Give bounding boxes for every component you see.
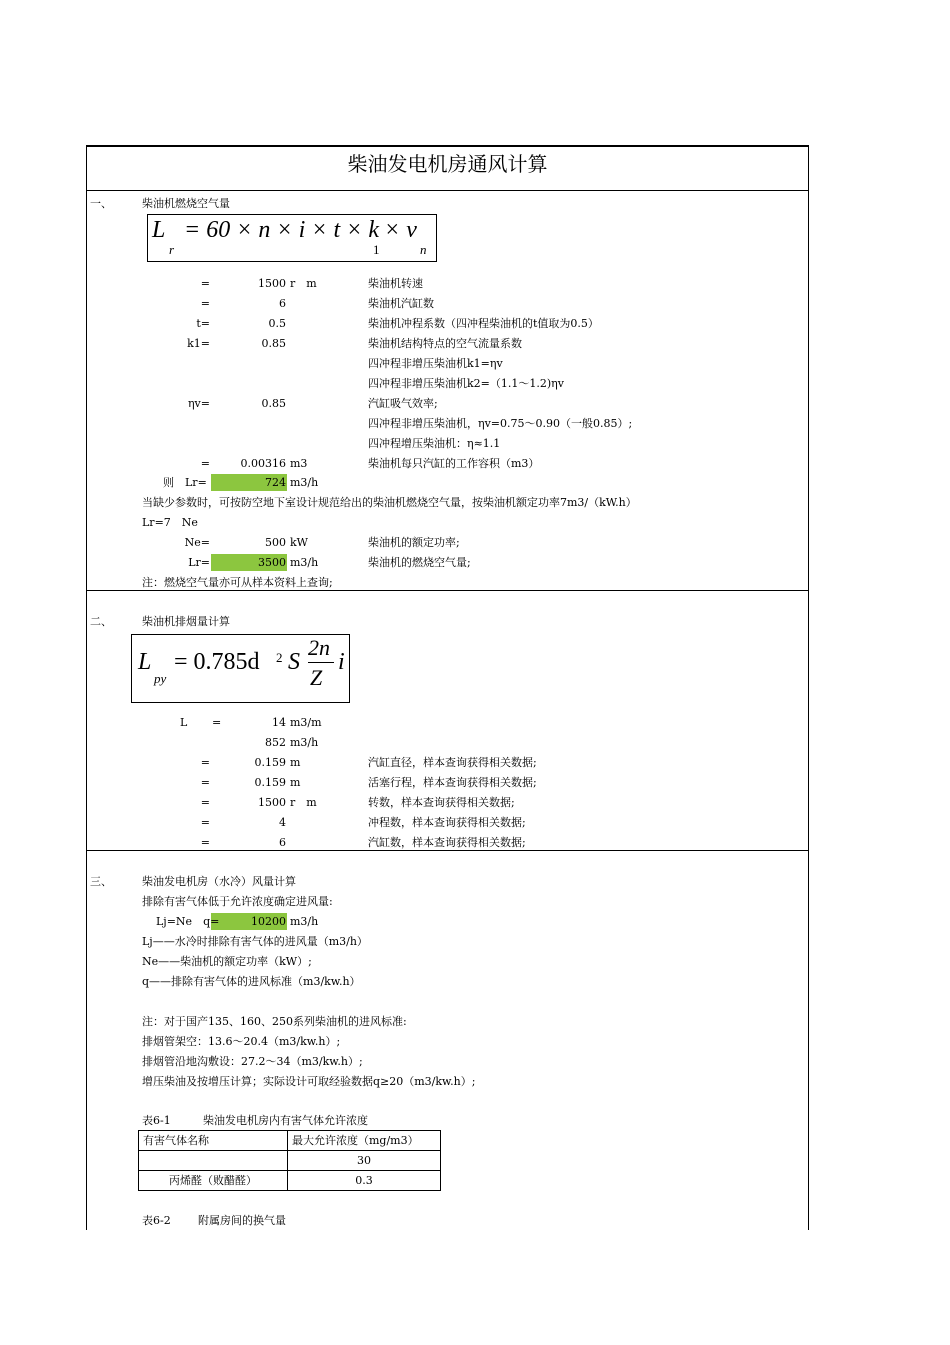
lj-label: Lj=Ne q= [156,915,220,928]
param-symbol: = [200,457,210,470]
param-description: 冲程数，样本查询获得相关数据; [368,816,526,829]
section-2-number: 二、 [90,615,112,628]
table-cell: 0.3 [288,1171,441,1191]
table-6-2-title: 附属房间的换气量 [198,1214,286,1227]
param-description: 汽缸吸气效率; [368,397,438,410]
param-symbol: = [200,816,210,829]
table-row [139,1171,441,1191]
param-description: 柴油机每只汽缸的工作容积（m3） [368,457,540,470]
l-eq: = [212,716,222,729]
formula-subscript-n: n [420,242,427,257]
definition-q: q——排除有害气体的进风标准（m3/kw.h） [142,975,361,988]
divider-title [86,190,809,191]
section-2-heading: 柴油机排烟量计算 [142,615,230,628]
table-6-1-number: 表6-1 [142,1114,171,1127]
divider-section-2 [86,850,809,851]
frame-left-border [86,145,87,1230]
param-symbol: = [200,297,210,310]
table-cell [139,1151,288,1171]
ne-label: Ne= [184,536,210,549]
param-unit: m3 [290,457,308,470]
formula-exhaust [131,634,350,703]
formula-numerator: 2n [308,635,330,660]
table-cell: 30 [288,1151,441,1171]
param-value: 0.159 [254,776,286,789]
table-header-cell: 有害气体名称 [139,1131,288,1151]
note-line-4: 增压柴油及按增压计算；实际设计可取经验数据q≥20（m3/kw.h）; [142,1075,476,1088]
formula-subscript-r: r [169,242,175,257]
param-unit: r m [290,796,317,809]
lr2-label: Lr= [188,556,210,569]
param-description: 柴油机冲程系数（四冲程柴油机的t值取为0.5） [368,317,599,330]
param-symbol: = [200,776,210,789]
formula-i: i [338,649,345,675]
l2-value: 852 [265,736,286,749]
table-header-row [139,1131,441,1151]
note-missing-params: 当缺少参数时，可按防空地下室设计规范给出的柴油机燃烧空气量，按柴油机额定功率7m3/（kW.h） [142,496,637,509]
param-description: 四冲程增压柴油机：η≈1.1 [368,437,501,450]
table-6-1-title: 柴油发电机房内有害气体允许浓度 [203,1114,368,1127]
formula-S: S [288,649,300,675]
table-6-2-number: 表6-2 [142,1214,171,1227]
param-symbol: = [200,796,210,809]
frame-top-border [86,145,809,147]
param-description: 转数，样本查询获得相关数据; [368,796,515,809]
param-value: 0.5 [268,317,286,330]
param-value: 0.159 [254,756,286,769]
l-label: L [180,716,188,729]
param-description: 四冲程非增压柴油机k2=（1.1～1.2)ηv [368,377,564,390]
formula-expression: = 60 × n × i × t × k [184,217,379,243]
param-symbol: = [200,836,210,849]
table-cell: 丙烯醛（败醋醛） [139,1171,288,1191]
ne-unit: kW [290,536,308,549]
lj-value: 10200 [251,915,286,928]
l2-unit: m3/h [290,736,319,749]
lr2-value: 3500 [258,556,286,569]
param-value: 4 [279,816,286,829]
param-description: 柴油机结构特点的空气流量系数 [368,337,522,350]
l-value: 14 [272,716,286,729]
param-unit: r m [290,277,317,290]
formula-denominator: Z [310,665,323,690]
formula-tail: × v [384,217,417,243]
lr-formula: Lr=7 Ne [142,516,198,529]
lr-value: 724 [265,476,286,489]
param-value: 1500 [258,277,286,290]
formula-combustion-air [147,214,437,262]
param-unit: m [290,756,301,769]
formula-subscript-1: 1 [373,242,380,257]
param-description: 汽缸直径，样本查询获得相关数据; [368,756,537,769]
l-unit: m3/m [290,716,322,729]
param-value: 0.85 [261,337,286,350]
ne-value: 500 [265,536,286,549]
param-description: 柴油机转速 [368,277,423,290]
divider-section-1 [86,590,809,591]
lr-label: 则 Lr= [163,476,207,489]
param-value: 0.00316 [240,457,286,470]
section-3-number: 三、 [90,875,112,888]
definition-ne: Ne——柴油机的额定功率（kW）; [142,955,312,968]
param-value: 1500 [258,796,286,809]
param-description: 活塞行程，样本查询获得相关数据; [368,776,537,789]
param-value: 6 [279,836,286,849]
note-line-2: 排烟管架空：13.6～20.4（m3/kw.h）; [142,1035,341,1048]
section-3-heading: 柴油发电机房（水冷）风量计算 [142,875,296,888]
section-1-number: 一、 [90,197,112,210]
section-1-heading: 柴油机燃烧空气量 [142,197,230,210]
lr2-unit: m3/h [290,556,319,569]
param-description: 汽缸数，样本查询获得相关数据; [368,836,526,849]
lr2-desc: 柴油机的燃烧空气量; [368,556,471,569]
page-title: 柴油发电机房通风计算 [347,152,548,176]
formula-square: 2 [276,650,283,665]
formula-L: L [152,217,166,243]
param-description: 四冲程非增压柴油机k1=ηv [368,357,503,370]
ne-desc: 柴油机的额定功率; [368,536,460,549]
param-value: 6 [279,297,286,310]
formula-expression: = 0.785d [174,649,260,675]
formula-subscript-py: py [154,671,167,686]
frame-right-border [808,145,809,1230]
param-symbol: ηv= [187,397,210,410]
section-1-note: 注：燃烧空气量亦可从样本资料上查询; [142,576,333,589]
param-unit: m [290,776,301,789]
param-description: 柴油机汽缸数 [368,297,434,310]
section-3-line1: 排除有害气体低于允许浓度确定进风量: [142,895,333,908]
lr-unit: m3/h [290,476,319,489]
note-line-1: 注：对于国产135、160、250系列柴油机的进风标准: [142,1015,407,1028]
table-6-1 [138,1130,441,1191]
table-row [139,1151,441,1171]
lj-unit: m3/h [290,915,319,928]
table-header-cell: 最大允许浓度（mg/m3） [288,1131,441,1151]
param-symbol: = [200,277,210,290]
note-line-3: 排烟管沿地沟敷设：27.2～34（m3/kw.h）; [142,1055,363,1068]
formula-fraction-bar [308,662,334,663]
param-value: 0.85 [261,397,286,410]
param-description: 四冲程非增压柴油机，ηv=0.75～0.90（一般0.85）; [368,417,633,430]
formula-L: L [138,649,152,675]
param-symbol: t= [196,317,210,330]
param-symbol: = [200,756,210,769]
definition-lj: Lj——水冷时排除有害气体的进风量（m3/h） [142,935,368,948]
param-symbol: k1= [187,337,210,350]
